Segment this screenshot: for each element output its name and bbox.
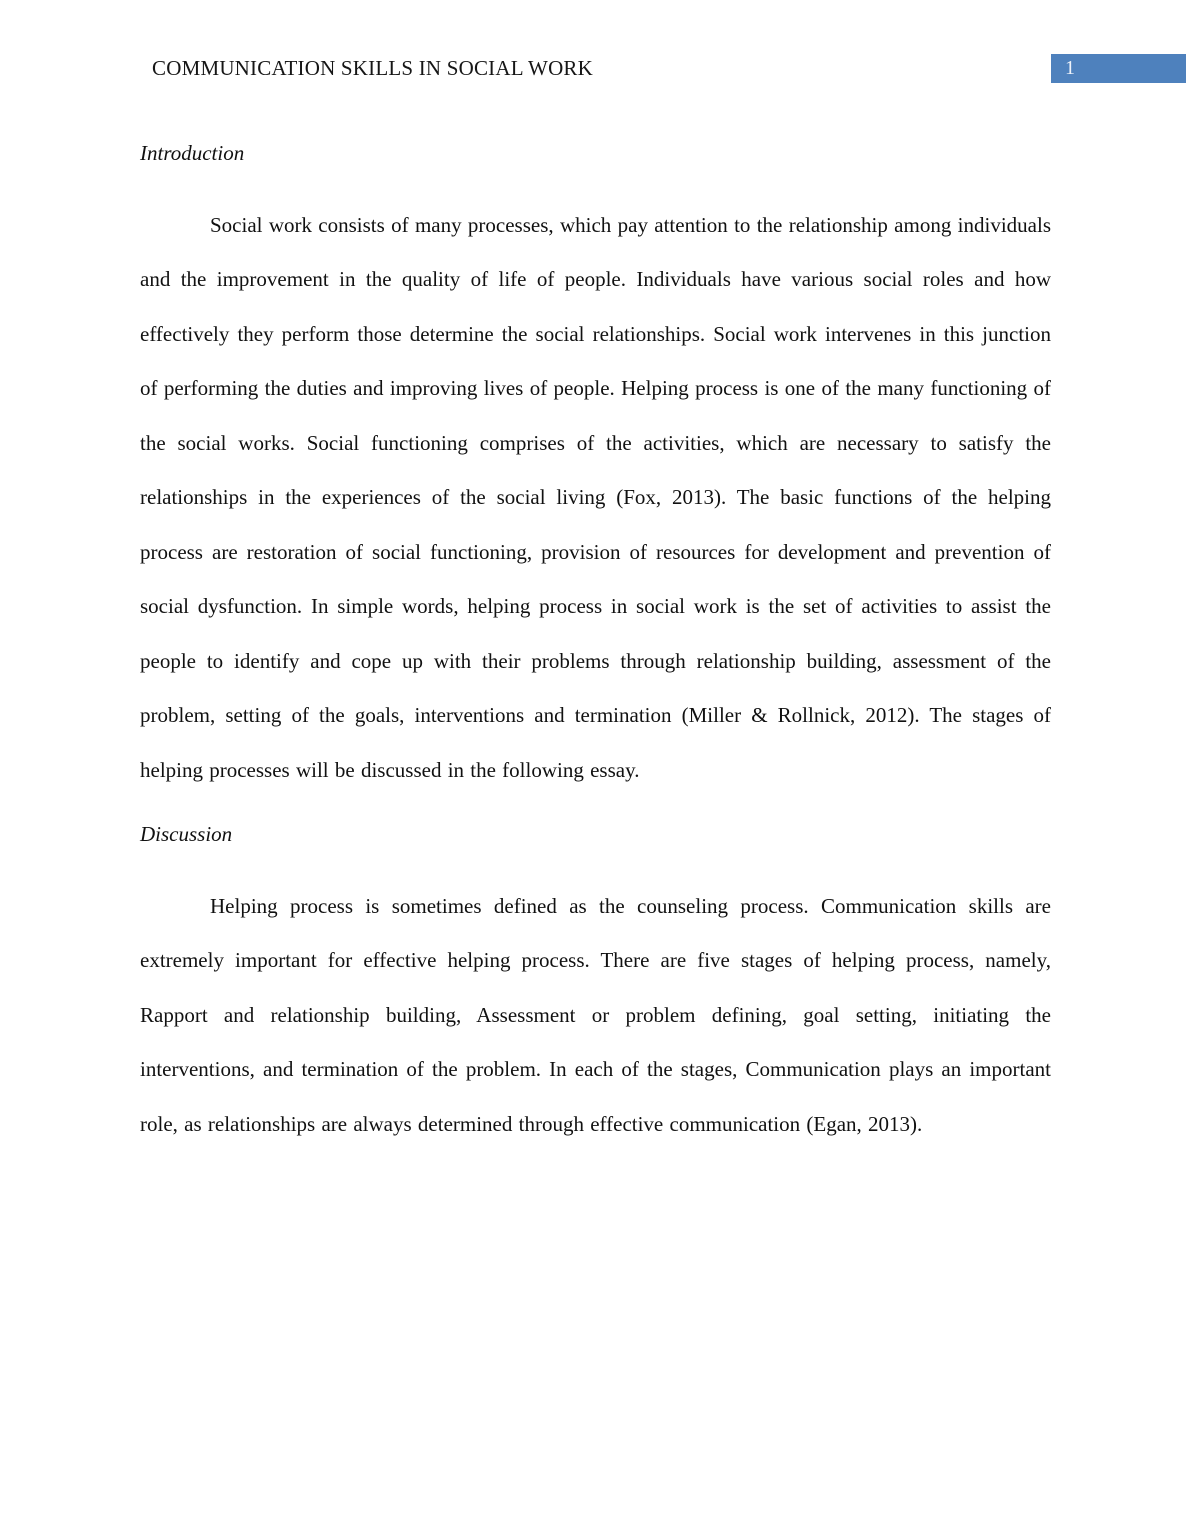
paragraph-discussion: Helping process is sometimes defined as the counseling process. Communication skills are extremely important for effective helping process. There are five stages of helping process, namely, Rapport and relationship building, Assessment or problem defining, goal setting, initiating the interventions, and termination of the problem. In each of the stages, Communication plays an important role, as relationships are always determined through effective communication (Egan, 2013). <box>140 893 1051 1136</box>
page-number: 1 <box>1065 57 1075 79</box>
page-number-badge <box>1051 54 1186 83</box>
section-heading-introduction: Introduction <box>140 141 245 165</box>
section-heading-discussion: Discussion <box>140 822 233 846</box>
running-head: COMMUNICATION SKILLS IN SOCIAL WORK <box>152 56 594 80</box>
paragraph-introduction: Social work consists of many processes, which pay attention to the relationship among individuals and the improvement in the quality of life of people. Individuals have various social roles and how effectively they perform those determine the social relationships. Social work intervenes in this junction of performing the duties and improving lives of people. Helping process is one of the many functioning of the social works. Social functioning comprises of the activities, which are necessary to satisfy the relationships in the experiences of the social living (Fox, 2013). The basic functions of the helping process are restoration of social functioning, provision of resources for development and prevention of social dysfunction. In simple words, helping process in social work is the set of activities to assist the people to identify and cope up with their problems through relationship building, assessment of the problem, setting of the goals, interventions and termination (Miller & Rollnick, 2012). The stages of helping processes will be discussed in the following essay. <box>140 212 1051 782</box>
document-body <box>140 0 1051 1161</box>
